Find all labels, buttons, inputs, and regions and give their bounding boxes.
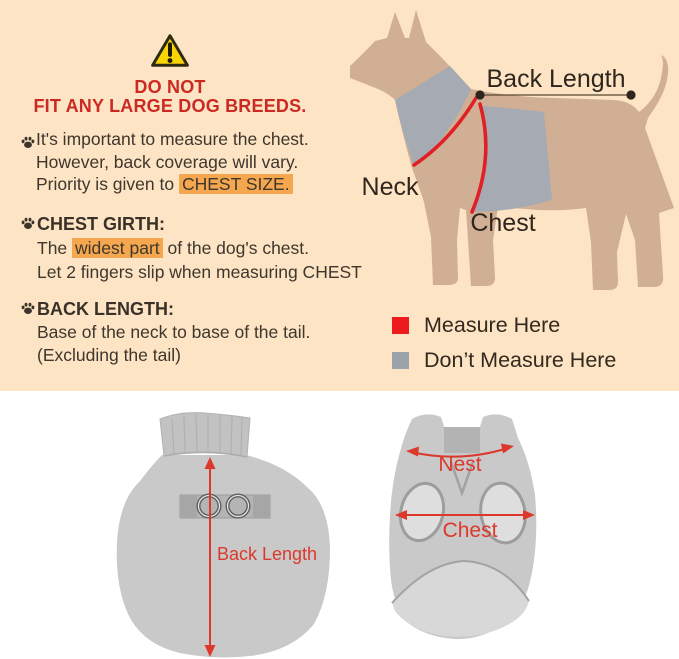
vest-back-length-label: Back Length (217, 544, 318, 564)
vest-chest-label: Chest (442, 519, 498, 542)
vest-neck-panel (444, 427, 480, 453)
chest-girth-line-2: Let 2 fingers slip when measuring CHEST (37, 261, 362, 282)
warning-heading (18, 78, 322, 116)
dont-measure-here-label: Don’t Measure Here (424, 347, 617, 372)
vest-back-view-diagram (100, 397, 335, 659)
vest-nest-label: Nest (438, 453, 482, 476)
legend (392, 314, 616, 384)
intro-line-1: It's important to measure the chest. (36, 129, 309, 149)
chest-size-highlight: CHEST SIZE. (179, 174, 293, 194)
back-length-line-1: Base of the neck to base of the tail. (37, 322, 311, 342)
intro-line-2: However, back coverage will vary. (36, 151, 299, 172)
dont-measure-here-swatch (392, 352, 409, 369)
widest-part-highlight: widest part (72, 238, 163, 258)
measure-here-swatch (392, 317, 409, 334)
d-ring-clip (180, 495, 270, 518)
warning-line-2: FIT ANY LARGE DOG BREEDS. (33, 96, 307, 116)
vest-collar (160, 413, 250, 457)
paw-icon (21, 302, 35, 315)
legend-row-dont-measure (392, 349, 616, 371)
chest-girth-heading: CHEST GIRTH: (37, 214, 165, 234)
back-length-line-2: (Excluding the tail) (37, 344, 181, 365)
dog-neck-label: Neck (361, 173, 419, 201)
warning-line-1: DO NOT (134, 77, 206, 97)
paw-icon (21, 217, 35, 230)
warning-triangle-icon (150, 32, 190, 69)
back-length-text (37, 321, 310, 366)
intro-line-3: Priority is given to CHEST SIZE. (36, 173, 309, 196)
vest-front-view-diagram (378, 400, 558, 643)
legend-row-measure (392, 314, 616, 336)
paw-icon (21, 136, 35, 149)
product-measurement-section (0, 391, 679, 659)
dog-chest-label: Chest (470, 209, 536, 237)
intro-paragraph (36, 128, 309, 196)
back-length-heading: BACK LENGTH: (37, 299, 174, 319)
dog-measurement-diagram (330, 0, 679, 300)
chest-girth-line-1: The widest part of the dog's chest. (37, 238, 310, 258)
chest-girth-text (37, 237, 362, 284)
measure-here-label: Measure Here (424, 312, 561, 337)
dog-back-length-label: Back Length (486, 65, 626, 93)
